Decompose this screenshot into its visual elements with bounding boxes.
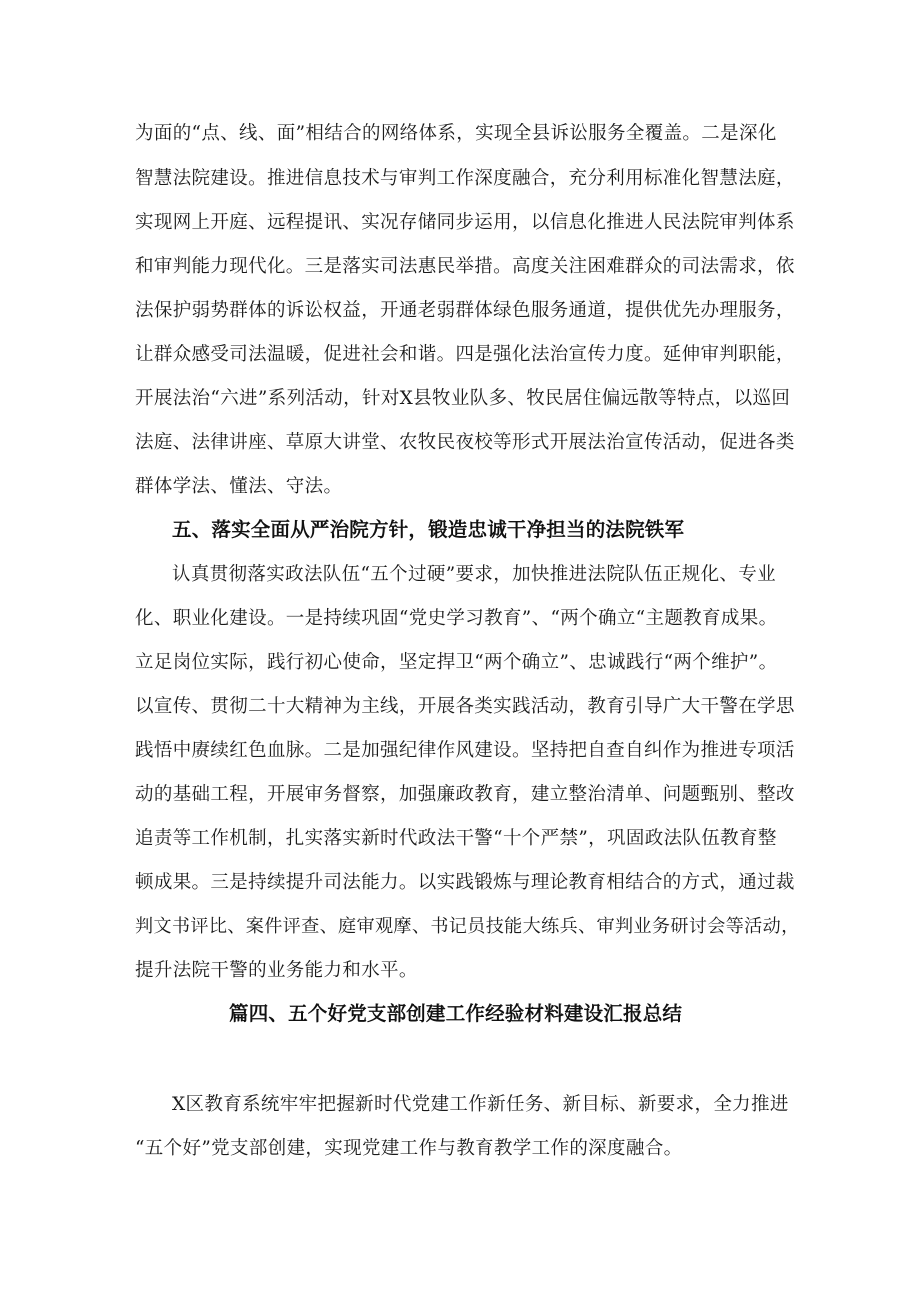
section5-line-8: 顿成果。三是持续提升司法能力。以实践锻炼与理论教育相结合的方式，通过裁: [135, 872, 795, 893]
part4-line-1: X区教育系统牢牢把握新时代党建工作新任务、新目标、新要求，全力推进: [172, 1094, 789, 1115]
section5-line-1: 认真贯彻落实政法队伍“五个过硬”要求，加快推进法院队伍正规化、专业: [172, 564, 776, 585]
section5-line-7: 追责等工作机制，扎实落实新时代政法干警“十个严禁”，巩固政法队伍教育整: [135, 828, 777, 849]
section5-line-6: 动的基础工程，开展审务督察，加强廉政教育，建立整治清单、问题甄别、整改: [135, 784, 795, 805]
section5-line-5: 践悟中赓续红色血脉。二是加强纪律作风建设。坚持把自查自纠作为推进专项活: [135, 740, 795, 761]
section5-line-3: 立足岗位实际，践行初心使命，坚定捍卫“两个确立”、忠诚践行“两个维护”。: [135, 652, 778, 673]
paragraph1-line-6: 让群众感受司法温暖，促进社会和谐。四是强化法治宣传力度。延伸审判职能，: [135, 344, 795, 365]
paragraph1-line-5: 法保护弱势群体的诉讼权益，开通老弱群体绿色服务通道，提供优先办理服务，: [135, 300, 795, 321]
paragraph1-line-1: 为面的“点、线、面”相结合的网络体系，实现全县诉讼服务全覆盖。二是深化: [135, 123, 777, 144]
section5-heading: 五、落实全面从严治院方针，锻造忠诚干净担当的法院铁军: [172, 518, 685, 541]
part4-title: 篇四、五个好党支部创建工作经验材料建设汇报总结: [229, 1002, 683, 1025]
section5-line-10: 提升法院干警的业务能力和水平。: [135, 960, 418, 981]
paragraph1-line-4: 和审判能力现代化。三是落实司法惠民举措。高度关注困难群众的司法需求，依: [135, 256, 795, 277]
paragraph1-line-3: 实现网上开庭、远程提讯、实况存储同步运用，以信息化推进人民法院审判体系: [135, 212, 795, 233]
section5-line-4: 以宣传、贯彻二十大精神为主线，开展各类实践活动，教育引导广大干警在学思: [135, 696, 795, 717]
part4-line-2: “五个好”党支部创建，实现党建工作与教育教学工作的深度融合。: [135, 1138, 683, 1159]
section5-line-2: 化、职业化建设。一是持续巩固“党史学习教育”、“两个确立“主题教育成果。: [135, 608, 778, 629]
paragraph1-line-2: 智慧法院建设。推进信息技术与审判工作深度融合，充分利用标准化智慧法庭，: [135, 168, 795, 189]
section5-line-9: 判文书评比、案件评查、庭审观摩、书记员技能大练兵、审判业务研讨会等活动，: [135, 916, 800, 937]
paragraph1-line-9: 群体学法、懂法、守法。: [135, 476, 343, 497]
paragraph1-line-7: 开展法治“六进”系列活动，针对X县牧业队多、牧民居住偏远散等特点，以巡回: [135, 388, 791, 409]
paragraph1-line-8: 法庭、法律讲座、草原大讲堂、农牧民夜校等形式开展法治宣传活动，促进各类: [135, 432, 795, 453]
